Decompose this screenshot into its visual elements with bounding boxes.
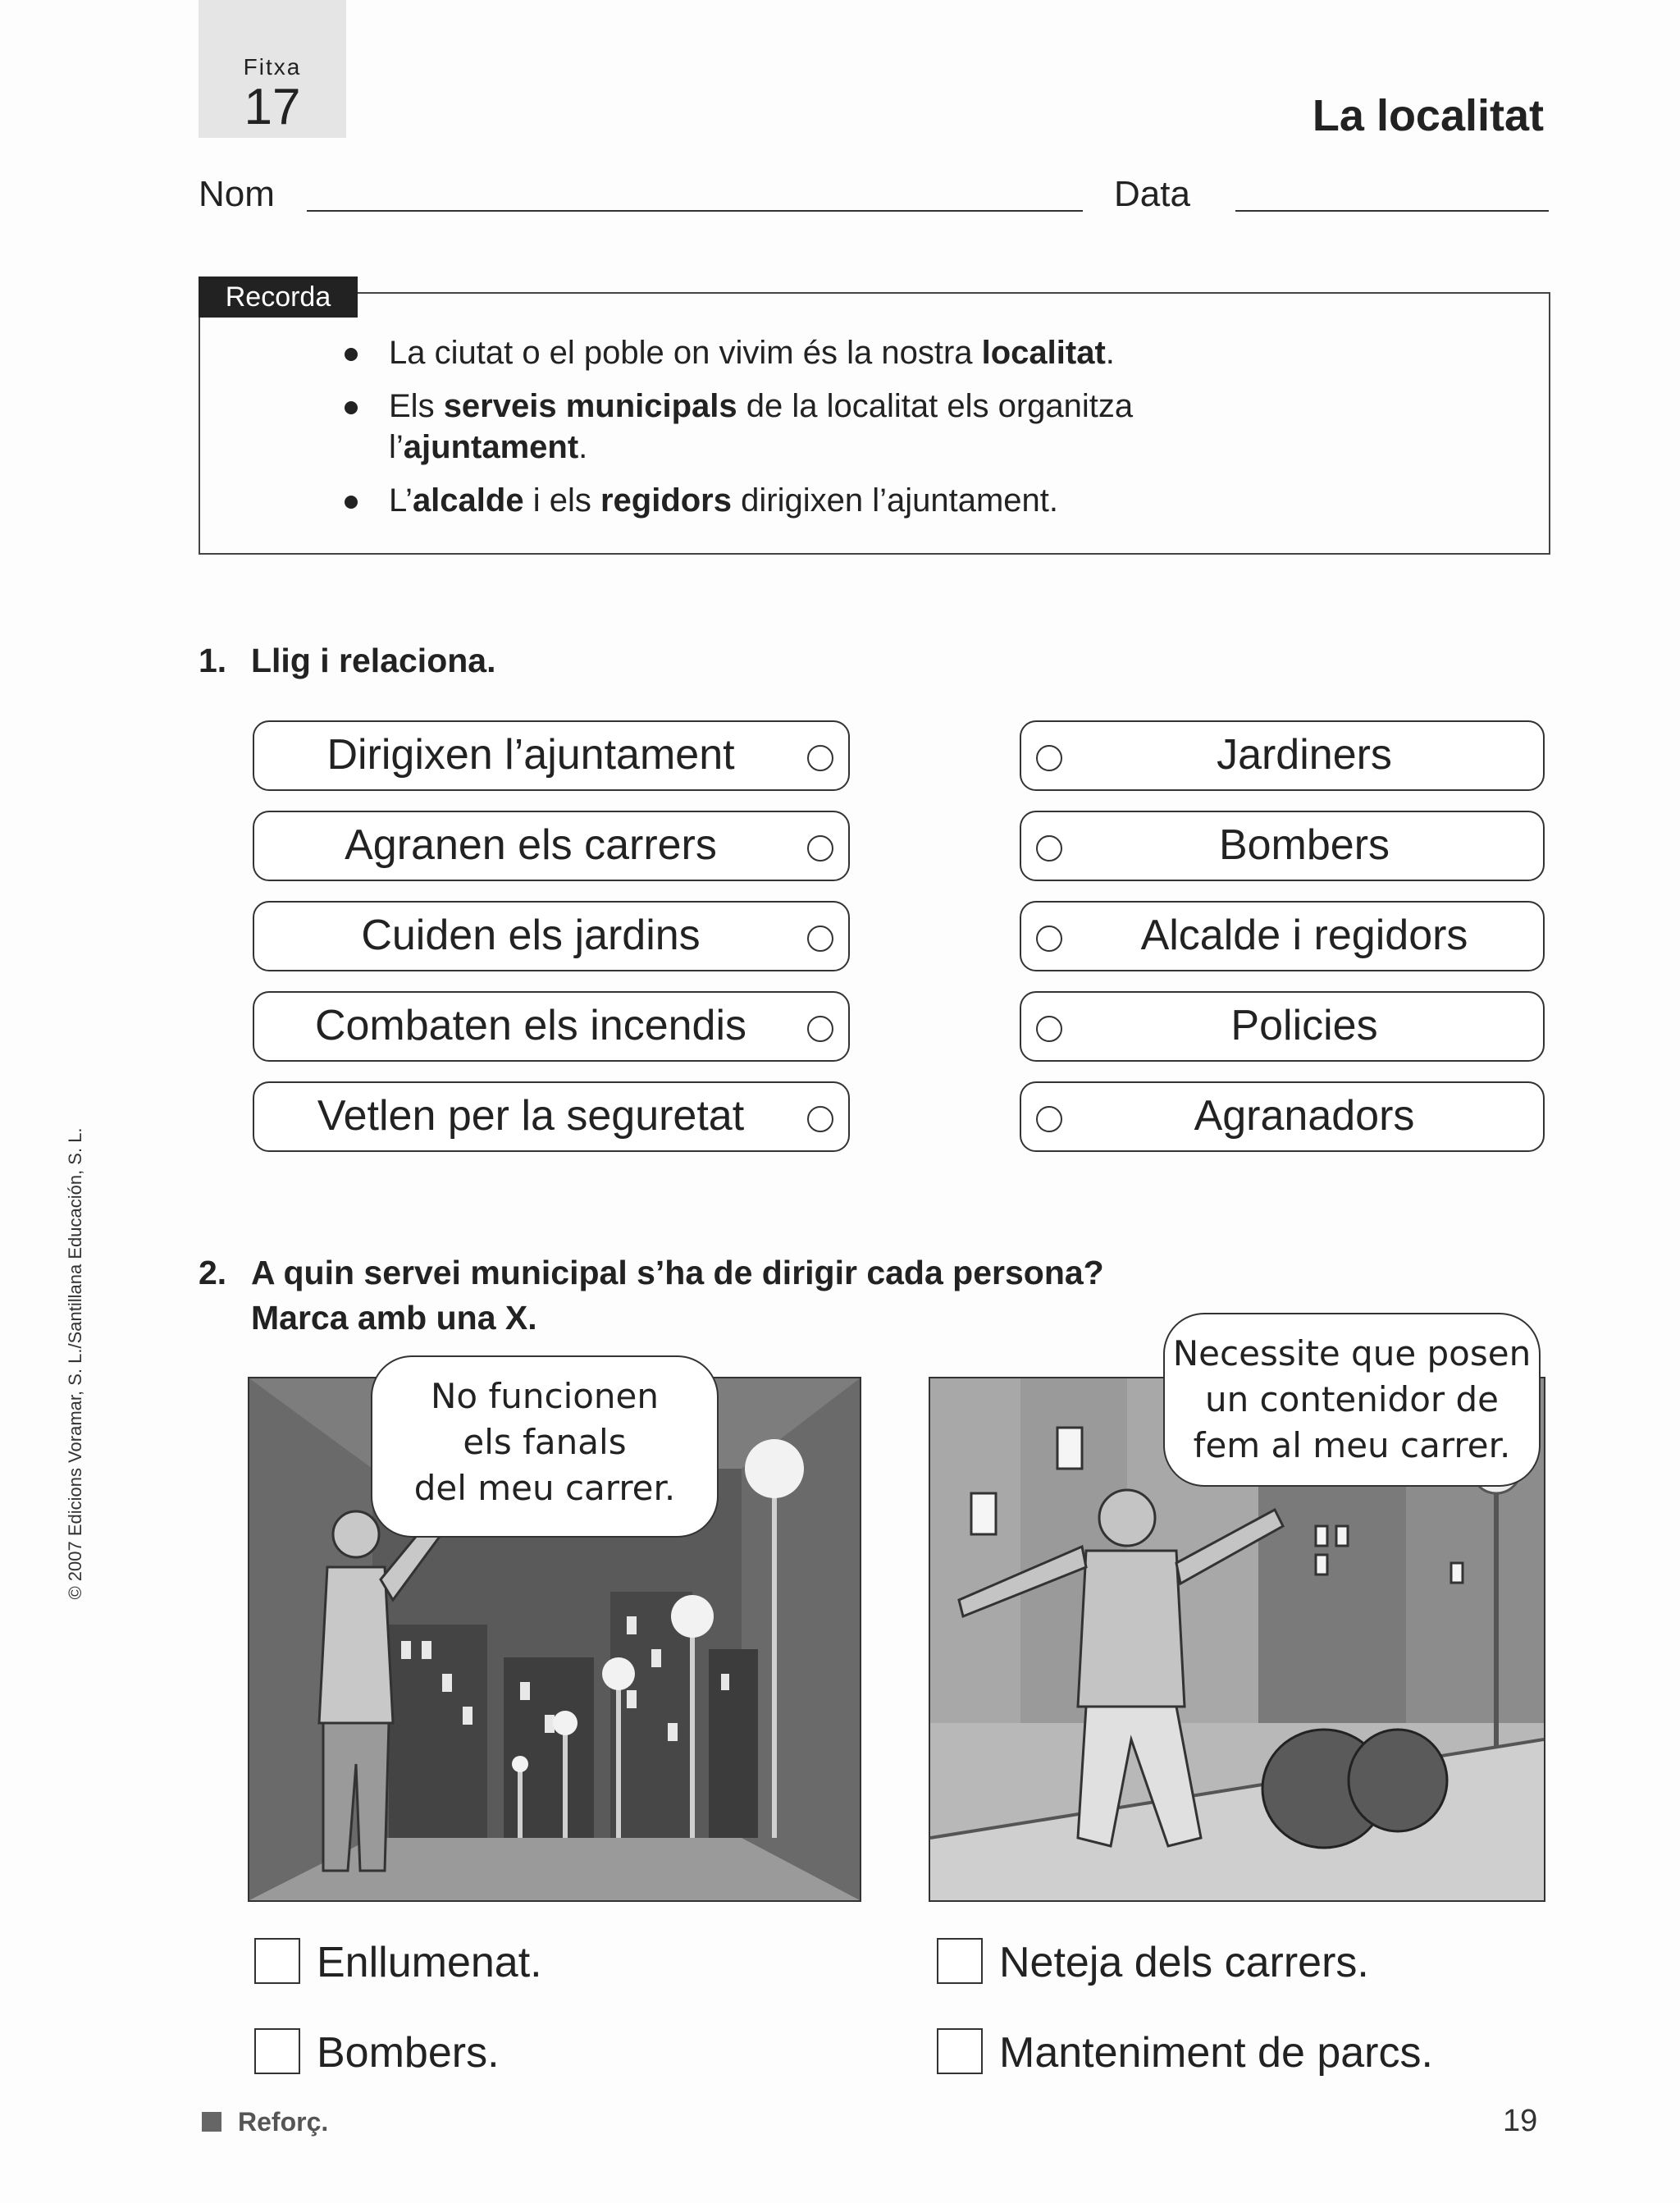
option-manteniment-label: Manteniment de parcs. — [999, 2029, 1433, 2077]
match-left-label: Vetlen per la seguretat — [317, 1092, 745, 1140]
bullet-text: . — [578, 429, 588, 465]
bullet-text: L’ — [389, 482, 413, 519]
checkbox-enllumenat[interactable] — [254, 1938, 300, 1984]
bullet-text: La ciutat o el poble on vivim és la nostra — [389, 335, 982, 371]
section-square-icon — [202, 2112, 221, 2132]
section-label: Reforç. — [238, 2107, 329, 2137]
bullet-icon — [345, 401, 358, 414]
connector-circle-icon[interactable] — [807, 745, 833, 771]
speech-bubble-left — [371, 1355, 719, 1538]
connector-circle-icon[interactable] — [1036, 835, 1062, 862]
bubble-right-line: fem al meu carrer. — [1193, 1425, 1511, 1465]
bullet-text: . — [1105, 335, 1115, 371]
fitxa-number: 17 — [244, 79, 301, 135]
nom-label: Nom — [199, 174, 275, 214]
bubble-left-line: els fanals — [463, 1422, 627, 1462]
recorda-bullet-3 — [345, 480, 1058, 521]
q1-title: Llig i relaciona. — [251, 642, 496, 679]
q1-number: 1. — [199, 642, 227, 679]
match-left-1[interactable] — [253, 720, 850, 791]
match-left-5[interactable] — [253, 1081, 850, 1152]
checkbox-manteniment[interactable] — [937, 2028, 983, 2074]
connector-circle-icon[interactable] — [807, 1016, 833, 1042]
bubble-right-line: Necessite que posen — [1172, 1333, 1532, 1373]
q2-title-line2: Marca amb una X. — [251, 1299, 537, 1337]
bubble-right-line: un contenidor de — [1204, 1379, 1500, 1419]
bullet-bold: regidors — [600, 482, 732, 519]
q2-number: 2. — [199, 1254, 227, 1291]
bubble-left-line: del meu carrer. — [413, 1468, 676, 1508]
page-title: La localitat — [1312, 91, 1544, 140]
option-neteja-label: Neteja dels carrers. — [999, 1939, 1369, 1986]
connector-circle-icon[interactable] — [1036, 745, 1062, 771]
checkbox-bombers[interactable] — [254, 2028, 300, 2074]
bullet-text: i els — [523, 482, 600, 519]
match-left-3[interactable] — [253, 901, 850, 971]
match-right-label: Jardiners — [1217, 731, 1392, 779]
match-left-4[interactable] — [253, 991, 850, 1062]
option-enllumenat-label: Enllumenat. — [317, 1939, 542, 1986]
connector-circle-icon[interactable] — [807, 1106, 833, 1132]
option-bombers-label: Bombers. — [317, 2029, 500, 2077]
match-right-2[interactable] — [1020, 811, 1545, 881]
checkbox-neteja[interactable] — [937, 1938, 983, 1984]
bullet-text: l’ — [389, 429, 404, 465]
data-label: Data — [1114, 174, 1190, 214]
fitxa-badge — [199, 0, 346, 138]
connector-circle-icon[interactable] — [1036, 1016, 1062, 1042]
bubble-left-line: No funcionen — [430, 1376, 660, 1416]
match-right-1[interactable] — [1020, 720, 1545, 791]
recorda-tab: Recorda — [199, 277, 358, 318]
bullet-text: Els — [389, 388, 444, 424]
match-right-4[interactable] — [1020, 991, 1545, 1062]
fitxa-label: Fitxa — [243, 54, 302, 80]
recorda-bullet-2 — [345, 386, 1133, 468]
connector-circle-icon[interactable] — [1036, 1106, 1062, 1132]
data-field[interactable] — [1235, 210, 1549, 212]
q2-title-line1: A quin servei municipal s’ha de dirigir cada persona? — [251, 1254, 1104, 1291]
match-right-label: Bombers — [1218, 821, 1390, 869]
bullet-bold: alcalde — [412, 482, 524, 519]
connector-circle-icon[interactable] — [807, 835, 833, 862]
bullet-icon — [345, 348, 358, 361]
match-left-label: Agranen els carrers — [345, 821, 717, 869]
match-right-label: Agranadors — [1194, 1092, 1415, 1140]
nom-field[interactable] — [307, 210, 1083, 212]
bullet-bold: localitat — [981, 335, 1106, 371]
match-right-5[interactable] — [1020, 1081, 1545, 1152]
match-left-label: Dirigixen l’ajuntament — [326, 731, 735, 779]
match-right-label: Policies — [1230, 1002, 1378, 1049]
match-left-2[interactable] — [253, 811, 850, 881]
speech-bubble-right — [1163, 1313, 1541, 1487]
recorda-bullet-1 — [345, 332, 1115, 373]
match-right-label: Alcalde i regidors — [1140, 912, 1468, 959]
bullet-bold: serveis municipals — [443, 388, 737, 424]
bullet-text: dirigixen l’ajuntament. — [732, 482, 1058, 519]
page-number: 19 — [1503, 2104, 1538, 2138]
bullet-text: de la localitat els organitza — [737, 388, 1134, 424]
match-right-3[interactable] — [1020, 901, 1545, 971]
copyright-text: © 2007 Edicions Voramar, S. L./Santillana Educación, S. L. — [65, 1127, 85, 1600]
connector-circle-icon[interactable] — [1036, 926, 1062, 952]
match-left-label: Cuiden els jardins — [361, 912, 701, 959]
bullet-icon — [345, 496, 358, 509]
connector-circle-icon[interactable] — [807, 926, 833, 952]
match-left-label: Combaten els incendis — [314, 1002, 747, 1049]
bullet-bold: ajuntament — [403, 429, 579, 465]
